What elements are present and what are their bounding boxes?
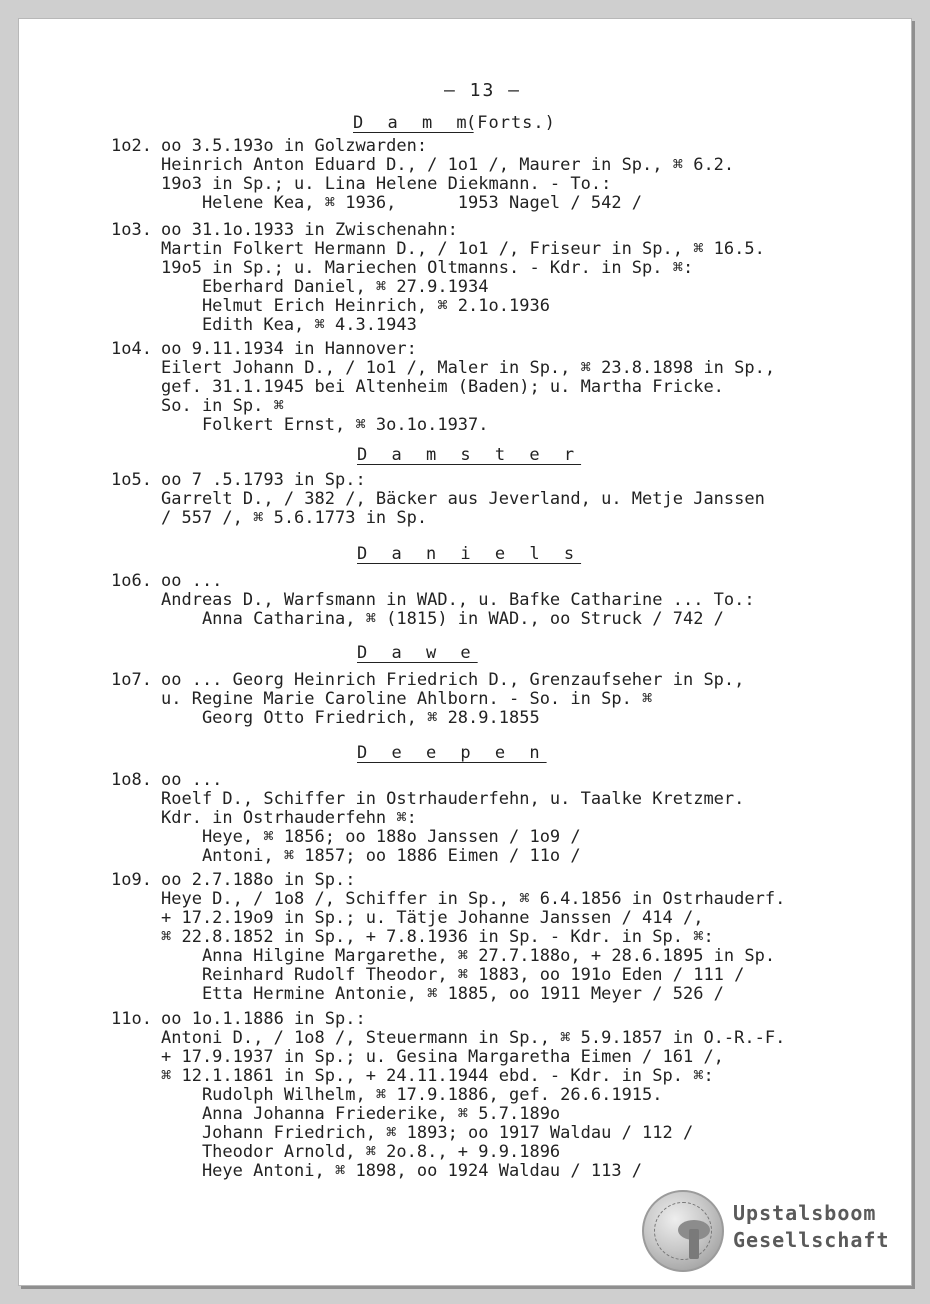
entry-line: Antoni D., / 1o8 /, Steuermann in Sp., ⌘ 5.9.1857 in O.-R.-F. bbox=[161, 1028, 786, 1048]
entry-number: 1o7. bbox=[111, 670, 152, 690]
entry-line: Anna Johanna Friederike, ⌘ 5.7.189o bbox=[161, 1104, 561, 1124]
section-heading-damm: D a m m bbox=[353, 113, 474, 133]
entry-line: gef. 31.1.1945 bei Altenheim (Baden); u. Martha Fricke. bbox=[161, 377, 724, 397]
entry-line: Heye Antoni, ⌘ 1898, oo 1924 Waldau / 113 / bbox=[161, 1161, 643, 1181]
document-page bbox=[18, 18, 912, 1286]
page-number: – 13 – bbox=[444, 80, 522, 101]
entry-line: Heye D., / 1o8 /, Schiffer in Sp., ⌘ 6.4.1856 in Ostrhauderf. bbox=[161, 889, 786, 909]
seal-tree-trunk-icon bbox=[689, 1229, 699, 1259]
document-content bbox=[19, 19, 911, 1285]
entry-line: Johann Friedrich, ⌘ 1893; oo 1917 Waldau / 112 / bbox=[161, 1123, 694, 1143]
brand-name bbox=[733, 1200, 890, 1254]
section-heading-dawe: D a w e bbox=[357, 643, 478, 663]
entry-number: 1o6. bbox=[111, 571, 152, 591]
entry-line: u. Regine Marie Caroline Ahlborn. - So. in Sp. ⌘ bbox=[161, 689, 653, 709]
entry-line: oo 1o.1.1886 in Sp.: bbox=[161, 1009, 366, 1029]
entry-number: 11o. bbox=[111, 1009, 152, 1029]
section-heading-deepen: D e e p e n bbox=[357, 743, 547, 763]
entry-line: Reinhard Rudolf Theodor, ⌘ 1883, oo 191o Eden / 111 / bbox=[161, 965, 745, 985]
entry-line: Helmut Erich Heinrich, ⌘ 2.1o.1936 bbox=[161, 296, 550, 316]
entry-line: Theodor Arnold, ⌘ 2o.8., + 9.9.1896 bbox=[161, 1142, 561, 1162]
entry-line: Heinrich Anton Eduard D., / 1o1 /, Maurer in Sp., ⌘ 6.2. bbox=[161, 155, 735, 175]
entry-line: Anna Catharina, ⌘ (1815) in WAD., oo Struck / 742 / bbox=[161, 609, 724, 629]
entry-line: oo ... Georg Heinrich Friedrich D., Grenzaufseher in Sp., bbox=[161, 670, 745, 690]
entry-line: + 17.2.19o9 in Sp.; u. Tätje Johanne Janssen / 414 /, bbox=[161, 908, 704, 928]
entry-line: ⌘ 22.8.1852 in Sp., + 7.8.1936 in Sp. - Kdr. in Sp. ⌘: bbox=[161, 927, 714, 947]
entry-line: Edith Kea, ⌘ 4.3.1943 bbox=[161, 315, 417, 335]
entry-line: Eilert Johann D., / 1o1 /, Maler in Sp., ⌘ 23.8.1898 in Sp., bbox=[161, 358, 776, 378]
entry-number: 1o8. bbox=[111, 770, 152, 790]
entry-line: Rudolph Wilhelm, ⌘ 17.9.1886, gef. 26.6.1915. bbox=[161, 1085, 663, 1105]
entry-line: Folkert Ernst, ⌘ 3o.1o.1937. bbox=[161, 415, 489, 435]
section-heading-daniels: D a n i e l s bbox=[357, 544, 582, 564]
entry-line: oo 7 .5.1793 in Sp.: bbox=[161, 470, 366, 490]
entry-line: Georg Otto Friedrich, ⌘ 28.9.1855 bbox=[161, 708, 540, 728]
entry-line: oo 3.5.193o in Golzwarden: bbox=[161, 136, 428, 156]
entry-number: 1o9. bbox=[111, 870, 152, 890]
entry-line: Eberhard Daniel, ⌘ 27.9.1934 bbox=[161, 277, 489, 297]
entry-number: 1o5. bbox=[111, 470, 152, 490]
entry-number: 1o2. bbox=[111, 136, 152, 156]
section-heading-damster: D a m s t e r bbox=[357, 445, 582, 465]
entry-number: 1o3. bbox=[111, 220, 152, 240]
seal-inner-ring bbox=[654, 1202, 712, 1260]
section-heading-damm-suffix: (Forts.) bbox=[466, 113, 556, 133]
entry-line: Heye, ⌘ 1856; oo 188o Janssen / 1o9 / bbox=[161, 827, 581, 847]
entry-line: Helene Kea, ⌘ 1936, 1953 Nagel / 542 / bbox=[161, 193, 643, 213]
entry-line: 19o3 in Sp.; u. Lina Helene Diekmann. - To.: bbox=[161, 174, 612, 194]
entry-line: 19o5 in Sp.; u. Mariechen Oltmanns. - Kdr. in Sp. ⌘: bbox=[161, 258, 694, 278]
entry-line: Roelf D., Schiffer in Ostrhauderfehn, u. Taalke Kretzmer. bbox=[161, 789, 745, 809]
entry-line: So. in Sp. ⌘ bbox=[161, 396, 284, 416]
entry-line: oo 31.1o.1933 in Zwischenahn: bbox=[161, 220, 458, 240]
entry-line: oo 9.11.1934 in Hannover: bbox=[161, 339, 417, 359]
entry-line: Kdr. in Ostrhauderfehn ⌘: bbox=[161, 808, 417, 828]
entry-line: Etta Hermine Antonie, ⌘ 1885, oo 1911 Meyer / 526 / bbox=[161, 984, 724, 1004]
entry-number: 1o4. bbox=[111, 339, 152, 359]
brand-line-2: Gesellschaft bbox=[733, 1228, 890, 1252]
entry-line: Anna Hilgine Margarethe, ⌘ 27.7.188o, + 28.6.1895 in Sp. bbox=[161, 946, 776, 966]
entry-line: + 17.9.1937 in Sp.; u. Gesina Margaretha Eimen / 161 /, bbox=[161, 1047, 724, 1067]
brand-line-1: Upstalsboom bbox=[733, 1201, 877, 1225]
entry-line: oo ... bbox=[161, 770, 223, 790]
entry-line: oo ... bbox=[161, 571, 223, 591]
entry-line: Garrelt D., / 382 /, Bäcker aus Jeverland, u. Metje Janssen bbox=[161, 489, 765, 509]
entry-line: ⌘ 12.1.1861 in Sp., + 24.11.1944 ebd. - Kdr. in Sp. ⌘: bbox=[161, 1066, 714, 1086]
entry-line: Martin Folkert Hermann D., / 1o1 /, Friseur in Sp., ⌘ 16.5. bbox=[161, 239, 765, 259]
entry-line: / 557 /, ⌘ 5.6.1773 in Sp. bbox=[161, 508, 428, 528]
entry-line: oo 2.7.188o in Sp.: bbox=[161, 870, 356, 890]
entry-line: Andreas D., Warfsmann in WAD., u. Bafke Catharine ... To.: bbox=[161, 590, 755, 610]
entry-line: Antoni, ⌘ 1857; oo 1886 Eimen / 11o / bbox=[161, 846, 581, 866]
upstalsboom-seal-icon bbox=[642, 1190, 724, 1272]
